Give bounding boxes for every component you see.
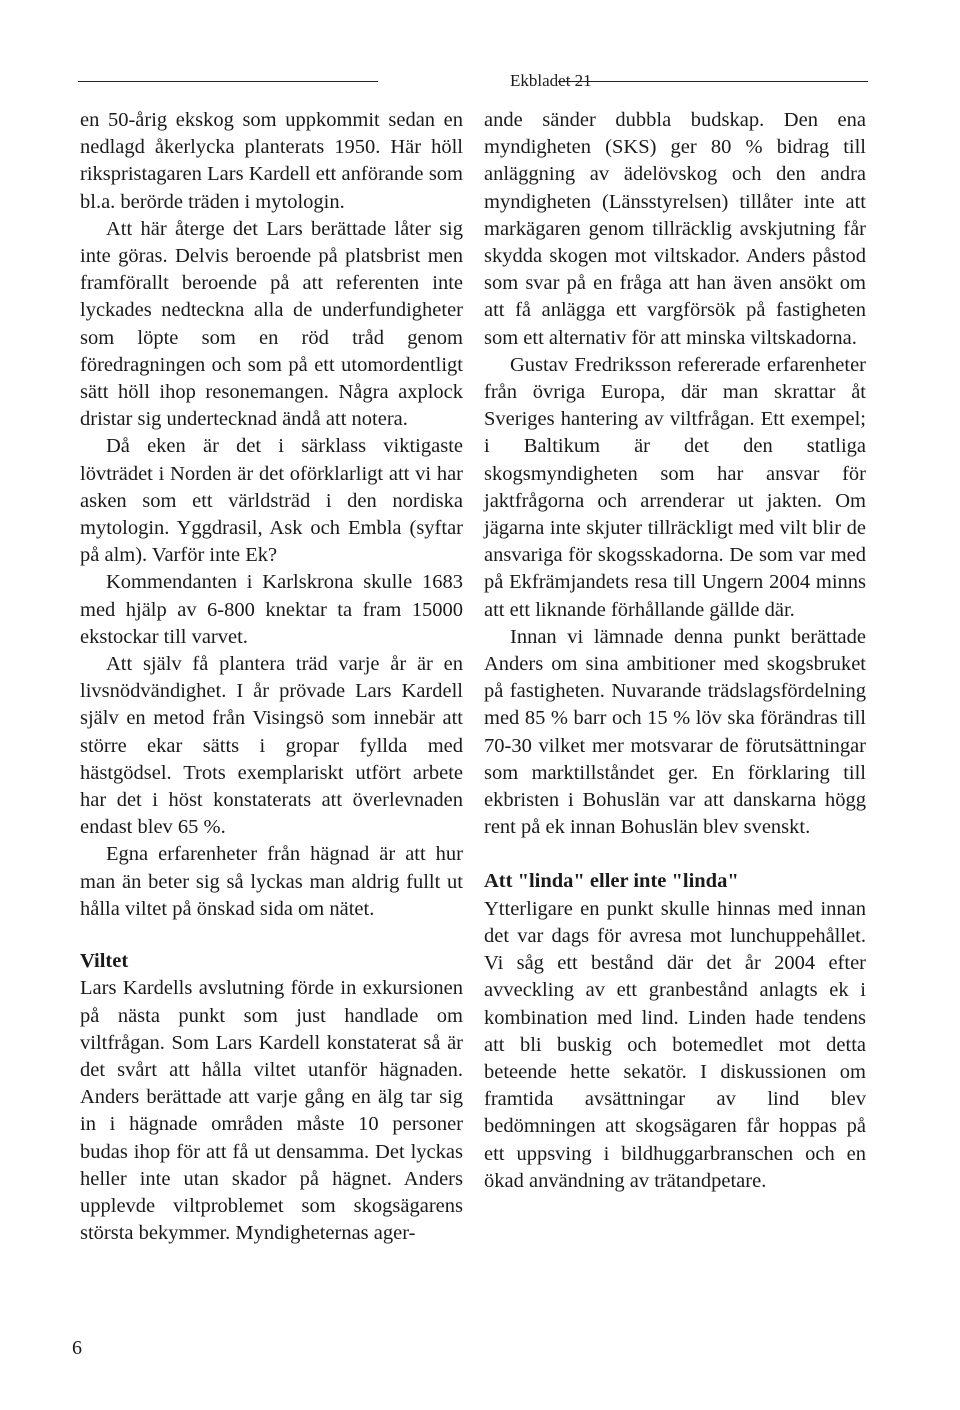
- paragraph: Egna erfarenheter från hägnad är att hur man än beter sig så lyckas man aldrig fullt ut hålla viltet på önskad sida om nätet.: [80, 843, 463, 920]
- section-heading-viltet: Viltet: [80, 950, 129, 973]
- paragraph: Att här återge det Lars berättade låter sig inte göras. Delvis beroende på platsbrist men framförallt beroende på att referenten inte lyckades nedteckna alla de underfundigheter som löpte som en röd tråd genom föredragningen och som på ett utomordentligt sätt höll ihop resonemangen. Några axplock dristar sig undertecknad ändå att notera.: [80, 217, 463, 431]
- paragraph: en 50-årig ekskog som uppkommit sedan en nedlagd åkerlycka planterats 1950. Här höll rikspristagaren Lars Kardell ett anförande som bl.a. berörde träden i mytologin.: [80, 109, 463, 213]
- paragraph: Då eken är det i särklass viktigaste lövträdet i Norden är det oförklarligt att vi har asken som ett världsträd i den nordiska mytologin. Yggdrasil, Ask och Embla (syftar på alm). Varför inte Ek?: [80, 435, 463, 567]
- paragraph: ande sänder dubbla budskap. Den ena myndigheten (SKS) ger 80 % bidrag till anläggning av ädelövskog och den andra myndigheten (Länsstyrelsen) tillåter inte att markägaren genom tillräcklig avskjutning får skydda skogen mot viltskador. Anders påstod som svar på en fråga att han även ansökt om att få anlägga ett vargförsök på fastigheten som ett alternativ för att minska viltskadorna.: [484, 109, 866, 349]
- paragraph: Innan vi lämnade denna punkt berättade Anders om sina ambitioner med skogsbruket på fastigheten. Nuvarande trädslagsfördelning med 85 % barr och 15 % löv ska förändras till 70-30 vilket mer motsvarar de förutsättningar som marktillståndet ger. En förklaring till ekbristen i Bohuslän var att danskarna högg rent på ek innan Bohuslän blev svenskt.: [484, 625, 866, 839]
- paragraph: Kommendanten i Karlskrona skulle 1683 med hjälp av 6-800 knektar ta fram 15000 ekstockar till varvet.: [80, 571, 463, 648]
- running-header: [78, 68, 868, 98]
- paragraph: Gustav Fredriksson refererade erfarenheter från övriga Europa, där man skrattar åt Sveriges hantering av viltfrågan. Ett exempel; i Baltikum är det den statliga skogsmyndigheten som har ansvar för jaktfrågorna och arrenderar ut jakten. Om jägarna inte skjuter tillräckligt med vilt blir de ansvariga för skogsskadorna. De som var med på Ekfrämjandets resa till Ungern 2004 minns att ett liknande förhållande gällde där.: [484, 353, 866, 621]
- left-column: [80, 107, 463, 1247]
- right-column: [484, 107, 866, 1195]
- page-number: 6: [72, 1337, 82, 1359]
- paragraph: Att själv få plantera träd varje år är en livsnödvändighet. I år prövade Lars Kardell själv en metod från Visingsö som innebär att större ekar sätts i gropar fyllda med hästgödsel. Trots exemplariskt utfört arbete har det i höst konstaterats att överlevnaden endast blev 65 %.: [80, 653, 463, 839]
- publication-title: Ekbladet 21: [510, 71, 592, 90]
- header-rule-left: [78, 81, 378, 82]
- paragraph: Ytterligare en punkt skulle hinnas med innan det var dags för avresa mot lunchuppehållet. Vi såg ett bestånd där det år 2004 efter avveckling av ett granbestånd anlagts ek i kombination med lind. Linden hade tendens att bli buskig och botemedlet mot detta beteende hette sekatör. I diskussionen om framtida avsättningar av lind blev bedömningen att skogsägaren får hoppas på ett uppsving i bildhuggarbranschen och en ökad användning av trätandpetare.: [484, 897, 866, 1192]
- paragraph: Lars Kardells avslutning förde in exkursionen på nästa punkt som just handlade om viltfrågan. Som Lars Kardell konstaterat så är det svårt att hålla viltet utanför hägnaden. Anders berättade att varje gång en älg tar sig in i hägnade områden måste 10 personer budas ihop för att få ut densamma. Det lyckas heller inte utan skador på hägnet. Anders upplevde viltproblemet som skogsägarens största bekymmer. Myndigheternas ager-: [80, 977, 463, 1245]
- header-rule-right: [558, 81, 868, 82]
- section-heading-linda: Att "linda" eller inte "linda": [484, 870, 739, 893]
